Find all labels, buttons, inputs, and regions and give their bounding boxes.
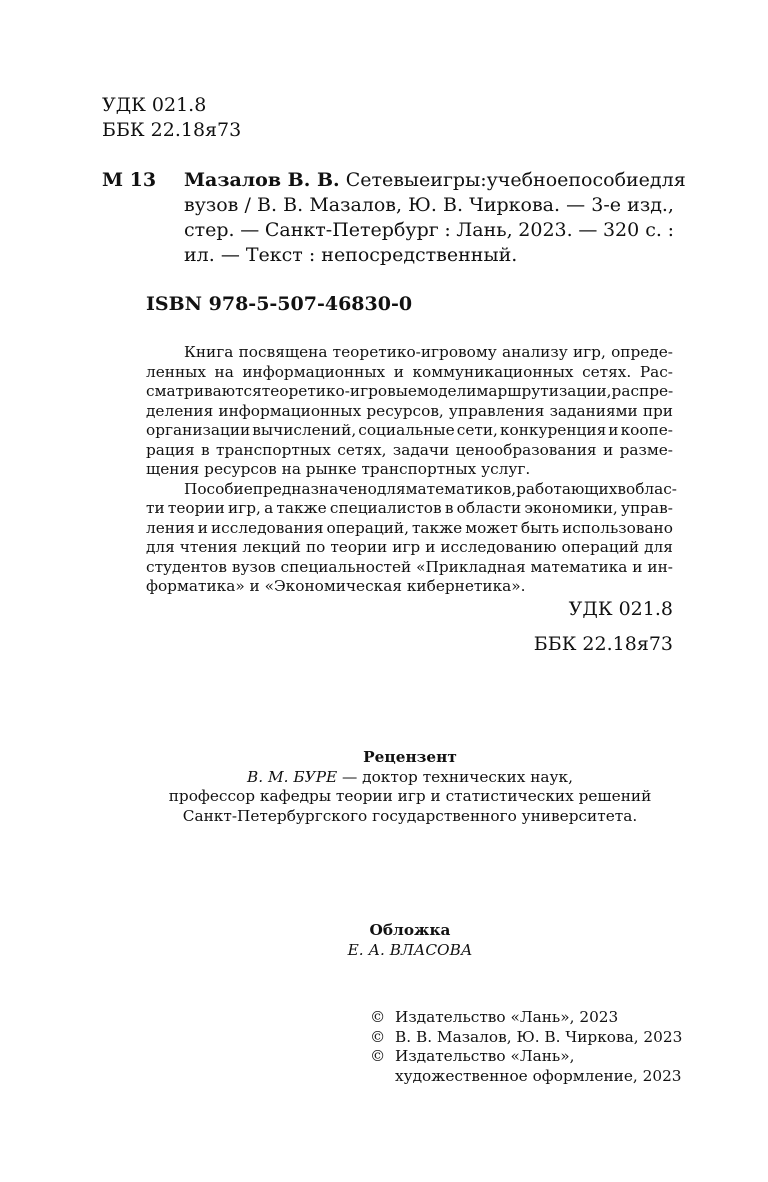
word: операций	[561, 538, 640, 556]
annotation-line	[146, 479, 677, 500]
copyright-line	[370, 1008, 682, 1028]
isbn: ISBN 978-5-507-46830-0	[146, 293, 413, 315]
word: сетях,	[337, 440, 387, 459]
biblio-line-2	[184, 193, 674, 218]
word: /	[244, 194, 251, 216]
bbk-code: ББК 22.18я73	[102, 119, 242, 141]
word: рация	[146, 440, 195, 459]
annotation-line	[146, 402, 673, 422]
word: и	[632, 557, 643, 576]
word: предназначено	[252, 479, 377, 498]
word: Сетевые	[345, 169, 431, 191]
word: коммуникационных	[412, 362, 574, 381]
word: маршрутизации,	[476, 382, 612, 400]
word: вузов	[184, 194, 239, 216]
word: чтения	[179, 538, 238, 556]
word: :	[480, 169, 487, 191]
word: области	[456, 499, 522, 517]
word: студентов	[146, 557, 227, 576]
word: В.	[257, 194, 278, 216]
word: конкуренция	[499, 421, 607, 439]
word: В.	[283, 194, 304, 216]
word: теоретико-игровые	[261, 382, 417, 400]
word: исследования	[210, 518, 324, 537]
reviewer-line-2: профессор кафедры теории игр и статистических решений	[168, 787, 652, 805]
annotation-line	[146, 499, 673, 519]
word: для	[376, 479, 406, 498]
udk-code-footer: УДК 021.8	[568, 598, 673, 620]
word: Чиркова.	[469, 194, 561, 216]
word: и	[608, 421, 619, 439]
annotation-line	[146, 343, 673, 363]
copyright-continuation: художественное оформление, 2023	[395, 1066, 682, 1085]
word: сматриваются	[146, 382, 262, 400]
word: и	[425, 538, 436, 556]
author-name: Мазалов В. В.	[184, 169, 340, 191]
biblio-line-3	[184, 218, 674, 243]
word: —	[578, 219, 598, 241]
word: игр,	[228, 499, 261, 517]
word: задачи	[392, 440, 450, 459]
biblio-line-1	[184, 168, 686, 193]
word: посвящена	[238, 343, 328, 361]
word: игр	[392, 538, 421, 556]
word: специалистов	[329, 499, 442, 517]
reviewer-block	[150, 748, 670, 826]
word: —	[566, 194, 586, 216]
word: сетях.	[582, 362, 632, 381]
annotation-line	[146, 363, 673, 383]
word: заданиями	[549, 401, 638, 420]
reviewer-name: В. М. БУРЕ	[247, 767, 338, 786]
word: экономики,	[524, 499, 618, 517]
copyright-text: Издательство «Лань», 2023	[395, 1008, 619, 1026]
word: а	[264, 499, 274, 517]
word: анализу	[502, 343, 568, 361]
word: и	[197, 518, 208, 537]
copyright-icon: ©	[370, 1027, 386, 1046]
word: деления	[146, 401, 214, 420]
word: Рас-	[639, 362, 673, 381]
word: при	[642, 401, 673, 420]
word: организации	[146, 421, 251, 439]
word: «Прикладная	[416, 557, 526, 576]
word: для	[146, 538, 175, 556]
cover-block	[150, 921, 670, 960]
word: модели	[416, 382, 477, 400]
word: также	[276, 499, 327, 517]
word: информационных	[218, 401, 362, 420]
cover-title: Обложка	[369, 921, 451, 939]
word: облас-	[625, 479, 677, 498]
biblio-line-1-text	[346, 168, 686, 193]
word: операций,	[326, 518, 409, 537]
annotation-line	[146, 441, 673, 461]
word: форматика» и «Экономическая кибернетика».	[146, 577, 526, 595]
annotation-line	[146, 421, 673, 441]
annotation-line	[146, 577, 673, 597]
word: на	[214, 362, 234, 381]
word: в	[617, 479, 626, 498]
word: управления	[448, 401, 545, 420]
word: 2023.	[518, 219, 573, 241]
word: в	[201, 440, 210, 459]
word: вузов	[231, 557, 276, 576]
word: Санкт-Петербург	[264, 219, 439, 241]
bbk-code-footer: ББК 22.18я73	[533, 633, 673, 655]
word: Мазалов,	[309, 194, 403, 216]
word: учебное	[486, 169, 569, 191]
reviewer-degree: — доктор технических наук,	[337, 767, 573, 786]
word: :	[444, 219, 451, 241]
udk-code: УДК 021.8	[102, 94, 207, 116]
word: стер.	[184, 219, 235, 241]
word: В.	[443, 194, 464, 216]
word: изд.,	[627, 194, 674, 216]
word: теории	[167, 499, 225, 517]
word: математика	[530, 557, 628, 576]
annotation-line	[146, 538, 673, 558]
copyright-line	[370, 1047, 682, 1067]
copyright-icon: ©	[370, 1047, 386, 1065]
annotation-line	[146, 460, 673, 480]
word: для	[644, 538, 673, 556]
word: быть	[520, 518, 560, 537]
word: лекций	[242, 538, 301, 556]
word: Ю.	[408, 194, 437, 216]
word: также	[411, 518, 463, 537]
word: ти	[146, 499, 165, 517]
word: транспортных	[216, 440, 331, 459]
copyright-icon: ©	[370, 1008, 386, 1026]
word: исследованию	[440, 538, 557, 556]
classification-codes-top	[102, 93, 241, 143]
word: теории	[330, 538, 388, 556]
annotation	[146, 343, 677, 597]
word: информационных	[242, 362, 386, 381]
word: социальные	[358, 421, 455, 439]
copyright-block	[370, 1008, 682, 1086]
word: игр,	[572, 343, 606, 361]
reviewer-line-1	[150, 768, 670, 788]
word: вычислений,	[252, 421, 357, 439]
word: работающих	[516, 479, 618, 498]
biblio-line-4: ил. — Текст : непосредственный.	[184, 244, 518, 266]
annotation-line	[146, 382, 673, 402]
word: сети,	[456, 421, 498, 439]
annotation-line	[146, 519, 673, 539]
word: и	[602, 440, 614, 459]
word: разме-	[619, 440, 673, 459]
word: —	[240, 219, 260, 241]
word: щения ресурсов на рынке транспортных услуг.	[146, 460, 531, 478]
word: 320 с.	[602, 219, 662, 241]
word: Лань,	[456, 219, 513, 241]
word: распре-	[611, 382, 674, 400]
cover-designer: Е. А. ВЛАСОВА	[347, 940, 473, 959]
word: управ-	[621, 499, 673, 517]
word: и	[393, 362, 404, 381]
author-mark: М 13	[102, 169, 157, 191]
word: ления	[146, 518, 195, 537]
bibliographic-record	[184, 168, 686, 268]
word: Книга	[184, 343, 234, 361]
reviewer-line-3: Санкт-Петербургского государственного университета.	[182, 806, 638, 825]
word: опреде-	[611, 343, 673, 361]
word: теоретико-игровому	[332, 343, 497, 361]
word: ленных	[146, 362, 206, 381]
word: Пособие	[184, 479, 253, 498]
reviewer-title: Рецензент	[363, 748, 457, 766]
copyright-line	[370, 1028, 682, 1048]
word: может	[465, 518, 518, 537]
word: игры	[430, 169, 481, 191]
copyright-text: В. В. Мазалов, Ю. В. Чиркова, 2023	[395, 1027, 683, 1046]
word: ресурсов,	[366, 401, 444, 420]
word: ин-	[647, 557, 673, 576]
word: математиков,	[405, 479, 517, 498]
word: 3-е	[591, 194, 622, 216]
word: для	[649, 169, 686, 191]
word: специальностей	[280, 557, 412, 576]
word: по	[305, 538, 326, 556]
word: использовано	[562, 518, 673, 537]
word: в	[444, 499, 454, 517]
word: :	[667, 219, 674, 241]
annotation-line	[146, 558, 673, 578]
copyright-text: Издательство «Лань»,	[395, 1047, 575, 1065]
word: коопе-	[620, 421, 673, 439]
word: ценообразования	[455, 440, 597, 459]
word: пособие	[568, 169, 650, 191]
